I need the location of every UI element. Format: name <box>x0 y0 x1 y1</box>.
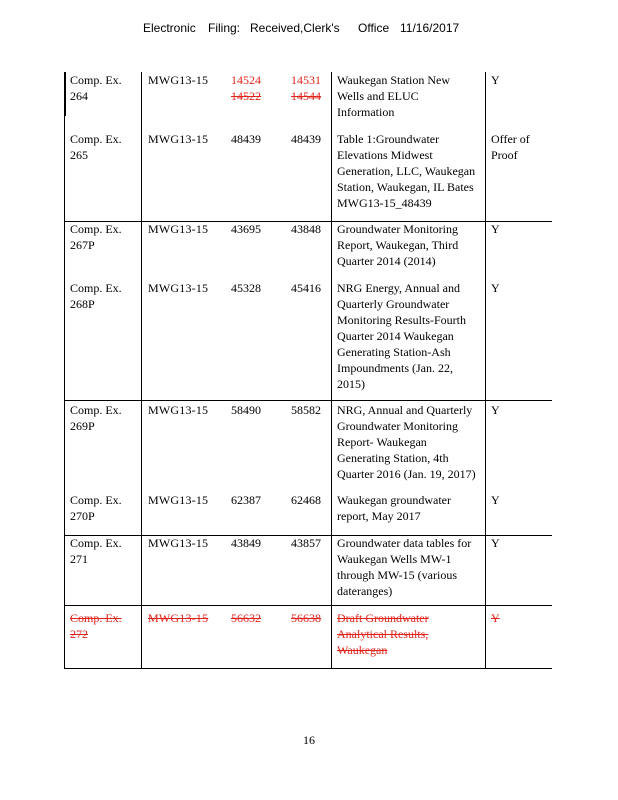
bates-end-cell: 58582 <box>291 403 321 417</box>
description-line: Station, Waukegan, IL Bates <box>337 180 474 194</box>
bates-end-cell: 43857 <box>291 536 321 550</box>
column-divider <box>141 72 142 668</box>
table-bottom-border <box>64 668 552 669</box>
description-line: Analytical Results, <box>337 627 429 641</box>
exhibit-number-cell <box>70 535 140 567</box>
description-line: Generation, LLC, Waukegan <box>337 164 476 178</box>
exhibit-number: 264 <box>70 89 88 103</box>
description-cell <box>337 72 485 120</box>
description-cell <box>337 492 485 524</box>
description-line: report, May 2017 <box>337 509 421 523</box>
bates-begin-cell: 45328 <box>231 281 261 295</box>
bates-begin-cell: 62387 <box>231 493 261 507</box>
exhibit-number: 267P <box>70 238 95 252</box>
description-line: Groundwater data tables for <box>337 536 472 550</box>
description-line: Impoundments (Jan. 22, <box>337 361 453 375</box>
description-line: Quarter 2014 Waukegan <box>337 329 454 343</box>
bates-end-inserted: 14531 <box>291 73 321 87</box>
admitted-cell <box>491 535 551 551</box>
bates-prefix-cell: MWG13-15 <box>148 281 209 295</box>
header-date: 11/16/2017 <box>400 21 460 35</box>
description-cell <box>337 610 485 658</box>
bates-begin-deleted: 14522 <box>231 89 261 103</box>
description-cell <box>337 221 485 269</box>
header-word: Office <box>358 21 390 35</box>
admitted-value: Y <box>491 536 500 550</box>
description-line: through MW-15 (various <box>337 568 457 582</box>
description-line: Groundwater Monitoring <box>337 222 458 236</box>
admitted-value: Offer of <box>491 132 530 146</box>
description-line: Table 1:Groundwater <box>337 132 440 146</box>
description-line: Groundwater Monitoring <box>337 419 458 433</box>
admitted-cell <box>491 72 551 88</box>
exhibit-number-cell <box>70 131 140 163</box>
admitted-value: Y <box>491 281 500 295</box>
description-line: Draft Groundwater <box>337 611 429 625</box>
admitted-value: Y <box>491 493 500 507</box>
exhibit-label: Comp. Ex. <box>70 536 122 550</box>
description-line: 2015) <box>337 377 365 391</box>
description-line: dateranges) <box>337 584 393 598</box>
admitted-cell <box>491 131 551 163</box>
admitted-value: Y <box>491 403 500 417</box>
exhibit-number: 268P <box>70 297 95 311</box>
bates-prefix-cell: MWG13-15 <box>148 493 209 507</box>
exhibit-label: Comp. Ex. <box>70 611 122 625</box>
bates-prefix-cell: MWG13-15 <box>148 403 209 417</box>
admitted-cell <box>491 610 551 626</box>
exhibit-number: 272 <box>70 627 88 641</box>
description-line: Waukegan groundwater <box>337 493 451 507</box>
admitted-value: Y <box>491 73 500 87</box>
description-line: Generating Station, 4th <box>337 451 449 465</box>
bates-begin-cell <box>231 72 287 104</box>
bates-begin-cell: 56632 <box>231 611 261 625</box>
admitted-value: Y <box>491 611 500 625</box>
row-divider <box>64 400 552 401</box>
exhibit-label: Comp. Ex. <box>70 222 122 236</box>
description-line: Quarter 2014 (2014) <box>337 254 436 268</box>
column-divider <box>331 72 332 668</box>
description-line: Wells and ELUC <box>337 89 419 103</box>
bates-end-cell <box>291 72 331 104</box>
bates-begin-cell: 58490 <box>231 403 261 417</box>
bates-end-cell: 45416 <box>291 281 321 295</box>
exhibit-number-cell <box>70 402 140 434</box>
header-word: Received,Clerk's <box>250 21 340 35</box>
column-divider <box>485 72 486 668</box>
bates-prefix-cell: MWG13-15 <box>148 73 209 87</box>
filing-header <box>0 21 618 37</box>
page-number: 16 <box>303 733 315 747</box>
exhibit-number-cell <box>70 221 140 253</box>
bates-begin-cell: 43849 <box>231 536 261 550</box>
bates-begin-cell: 48439 <box>231 132 261 146</box>
description-line: MWG13-15_48439 <box>337 196 432 210</box>
description-line: Report- Waukegan <box>337 435 427 449</box>
exhibit-number: 270P <box>70 509 95 523</box>
bates-end-cell: 56638 <box>291 611 321 625</box>
admitted-value: Y <box>491 222 500 236</box>
exhibit-number-cell <box>70 610 140 642</box>
bates-end-cell: 48439 <box>291 132 321 146</box>
exhibit-number: 265 <box>70 148 88 162</box>
table-left-border <box>64 72 65 668</box>
exhibit-number-cell <box>70 72 140 104</box>
header-word: Electronic <box>143 21 196 35</box>
header-word: Filing: <box>208 21 241 35</box>
row-divider <box>64 605 552 606</box>
bates-end-deleted: 14544 <box>291 89 321 103</box>
bates-end-cell: 62468 <box>291 493 321 507</box>
exhibit-label: Comp. Ex. <box>70 73 122 87</box>
description-line: NRG Energy, Annual and <box>337 281 460 295</box>
bates-prefix-cell: MWG13-15 <box>148 132 209 146</box>
description-line: Quarterly Groundwater <box>337 297 450 311</box>
exhibit-label: Comp. Ex. <box>70 493 122 507</box>
description-line: Elevations Midwest <box>337 148 433 162</box>
description-line: Generating Station-Ash <box>337 345 451 359</box>
description-cell <box>337 535 485 599</box>
bates-end-cell: 43848 <box>291 222 321 236</box>
exhibit-number-cell <box>70 280 140 312</box>
description-cell <box>337 280 485 392</box>
table-left-border-top-tick <box>64 72 66 116</box>
admitted-value: Proof <box>491 148 518 162</box>
admitted-cell <box>491 221 551 237</box>
bates-prefix-cell: MWG13-15 <box>148 611 209 625</box>
description-line: NRG, Annual and Quarterly <box>337 403 473 417</box>
admitted-cell <box>491 492 551 508</box>
exhibit-label: Comp. Ex. <box>70 403 122 417</box>
bates-prefix-cell: MWG13-15 <box>148 536 209 550</box>
bates-begin-cell: 43695 <box>231 222 261 236</box>
description-line: Waukegan Wells MW-1 <box>337 552 452 566</box>
description-line: Waukegan Station New <box>337 73 451 87</box>
description-line: Waukegan <box>337 643 388 657</box>
description-line: Report, Waukegan, Third <box>337 238 459 252</box>
description-line: Quarter 2016 (Jan. 19, 2017) <box>337 467 476 481</box>
exhibit-label: Comp. Ex. <box>70 132 122 146</box>
description-cell <box>337 131 485 211</box>
description-line: Information <box>337 105 395 119</box>
admitted-cell <box>491 402 551 418</box>
bates-begin-inserted: 14524 <box>231 73 261 87</box>
exhibit-number: 269P <box>70 419 95 433</box>
exhibit-number: 271 <box>70 552 88 566</box>
description-cell <box>337 402 485 482</box>
admitted-cell <box>491 280 551 296</box>
description-line: Monitoring Results-Fourth <box>337 313 467 327</box>
bates-prefix-cell: MWG13-15 <box>148 222 209 236</box>
exhibit-label: Comp. Ex. <box>70 281 122 295</box>
exhibit-number-cell <box>70 492 140 524</box>
